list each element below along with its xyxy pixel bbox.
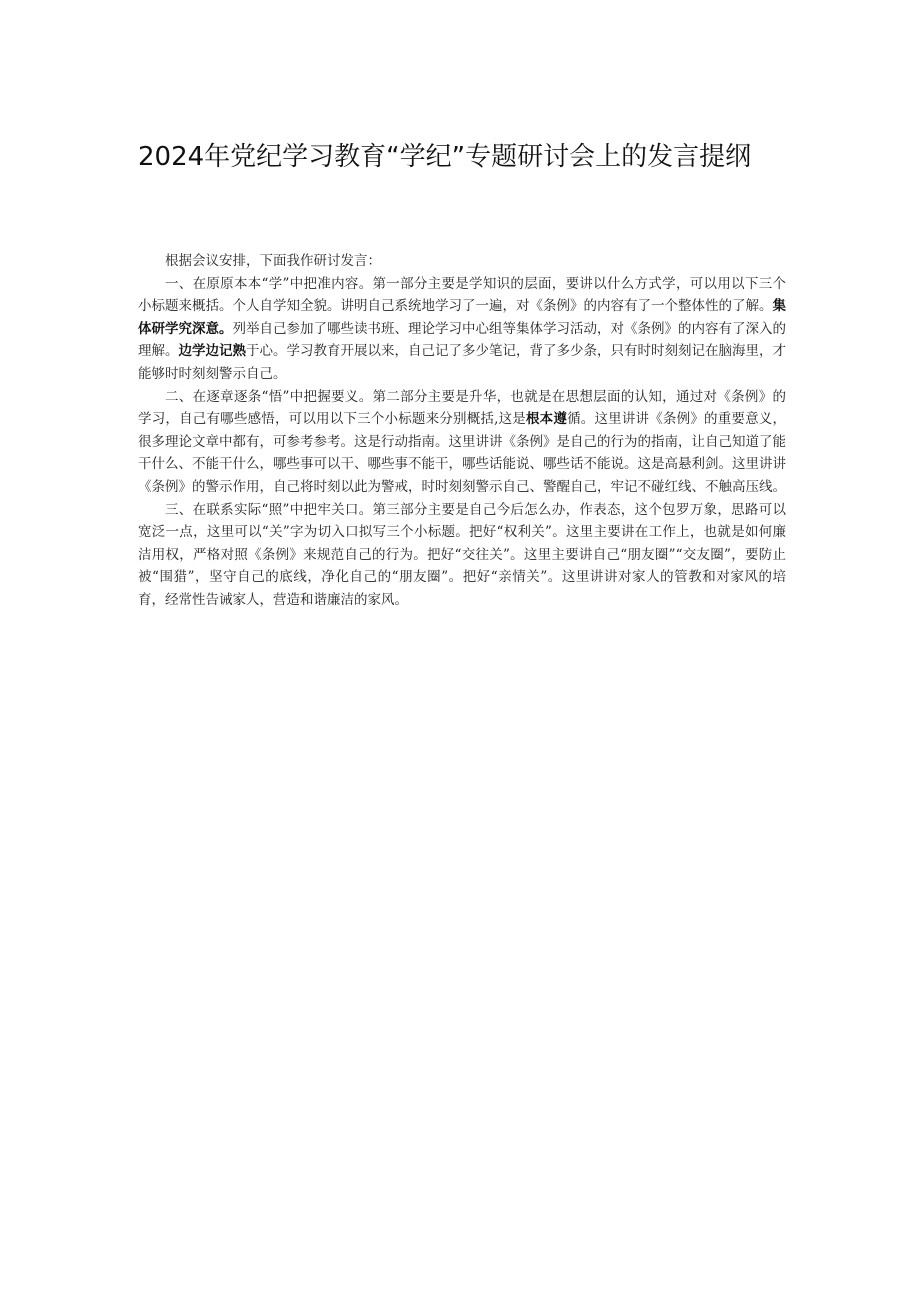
document-title: 2024年党纪学习教育“学纪”专题研讨会上的发言提纲	[138, 142, 752, 172]
document-body	[138, 250, 786, 612]
section-one-bold-subtitle-a: 集体研学究深意。	[138, 298, 786, 337]
section-one-paragraph	[138, 273, 786, 386]
section-two-text-b: 循。这里讲讲《条例》的重要意义，很多理论文章中都有，可参考参考。这是行动指南。这里讲讲《条例》是自己的行为的指南，让自己知道了能干什么、不能干什么，哪些事可以干、哪些事不能干，哪些话能说、哪些话不能说。这是高悬利剑。这里讲讲《条例》的警示作用，自己将时刻以此为警戒，时时刻刻警示自己、警醒自己，牢记不碰红线、不触高压线。	[138, 411, 786, 495]
intro-paragraph: 根据会议安排，下面我作研讨发言：	[165, 253, 381, 269]
section-two-paragraph	[138, 386, 786, 499]
section-one-text-b: 列举自己参加了哪些读书班、理论学习中心组等集体学习活动，对《条例》的内容有了深入的理解。	[138, 320, 786, 360]
section-three-paragraph: 三、在联系实际“照”中把牢关口。第三部分主要是自己今后怎么办，作表态，这个包罗万象，思路可以宽泛一点，这里可以“关”字为切入口拟写三个小标题。把好“权利关”。这里主要讲在工作上，也就是如何廉洁用权，严格对照《条例》来规范自己的行为。把好“交往关”。这里主要讲自己“朋友圈”“交友圈”，要防止被“围猎”，坚守自己的底线，净化自己的“朋友圈”。把好“亲情关”。这里讲讲对家人的管教和对家风的培育，经常性告诫家人，营造和谐廉洁的家风。	[138, 501, 786, 608]
section-two-text-a: 二、在逐章逐条“悟”中把握要义。第二部分主要是升华，也就是在思想层面的认知，通过对《条例》的学习，自己有哪些感悟，可以用以下三个小标题来分别概括,这是	[138, 388, 786, 428]
section-one-text-c: 于心。学习教育开展以来，自己记了多少笔记，背了多少条，只有时时刻刻记在脑海里，才能够时时刻刻警示自己。	[138, 343, 786, 382]
section-two-bold-subtitle: 根本遵	[525, 411, 568, 428]
section-one-bold-subtitle-b: 边学边记熟	[178, 343, 246, 360]
section-one-text-a: 一、在原原本本“学”中把准内容。第一部分主要是学知识的层面，要讲以什么方式学，可以用以下三个小标题来概括。个人自学知全貌。讲明自己系统地学习了一遍，对《条例》的内容有了一个整体性的了解。	[138, 275, 786, 315]
